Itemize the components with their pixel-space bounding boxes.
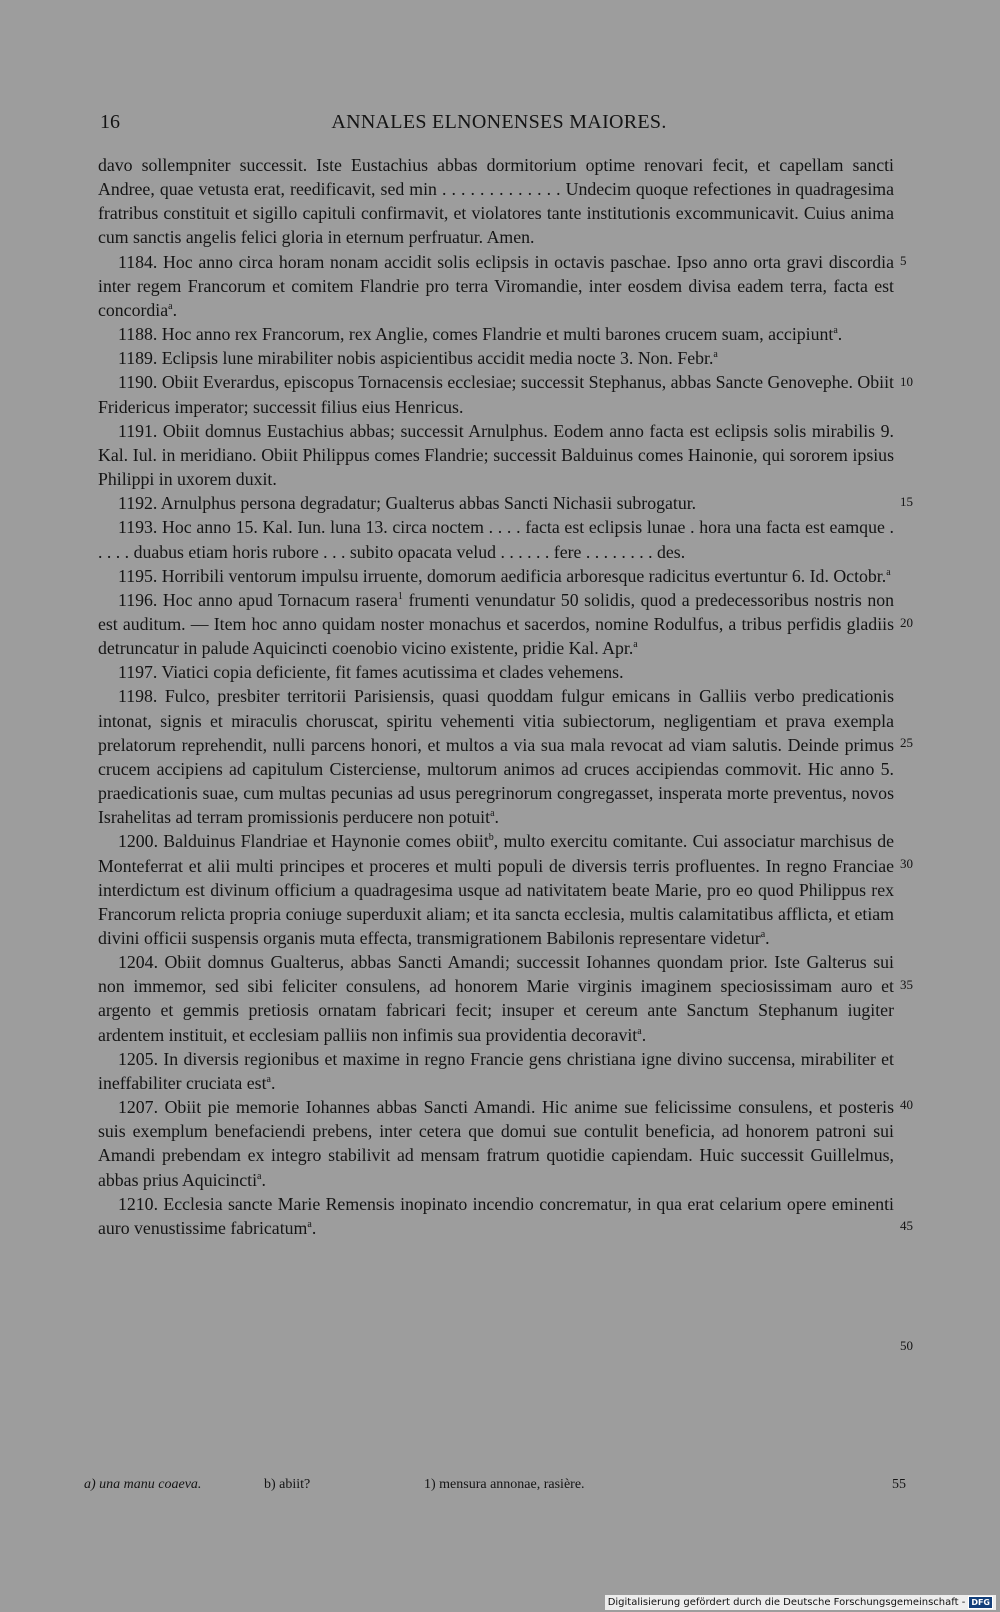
footnote-a: a) una manu coaeva. xyxy=(84,1477,202,1492)
line-number: 10 xyxy=(900,374,913,389)
entry-text: 1188. Hoc anno rex Francorum, rex Anglie, comes Flandrie et multi barones crucem suam, accipiunt xyxy=(118,324,834,345)
annal-entry xyxy=(98,370,894,418)
annal-entry xyxy=(98,684,894,829)
entry-text: 1184. Hoc anno circa horam nonam accidit solis eclipsis in octavis paschae. Ipso anno orta gravi discordia inter regem Francorum et comitem Flandrie pro terra Viromandie, inter eosdem divisa eadem terra, facta est concordia xyxy=(98,251,894,320)
line-number: 5 xyxy=(900,253,907,268)
footnote-marker: a xyxy=(307,1218,312,1230)
line-number: 25 xyxy=(900,735,913,750)
main-text xyxy=(98,153,894,1240)
entry-text: davo sollempniter successit. Iste Eustachius abbas dormitorium optime renovari fecit, et capellam sancti Andree, quae vetusta erat, reedificavit, sed min . . . . . . . . . . . . . Undecim quoque refectiones in quadragesima fratribus constituit et sigillo capituli confirmavit, et violatores tante institutionis excommunicavit. Cuius anima cum sanctis angelis felici gloria in eternum perfruatur. Amen. xyxy=(98,155,894,248)
entry-text: . xyxy=(172,299,178,320)
footnote-marker: b xyxy=(488,832,494,844)
entry-text: . xyxy=(494,807,499,828)
annal-entry xyxy=(98,322,894,346)
dfg-logo-icon: DFG xyxy=(968,1596,993,1609)
footnote-marker: 1 xyxy=(397,590,403,602)
footnote-marker: a xyxy=(490,808,495,820)
annal-entry xyxy=(98,491,894,515)
line-number: 45 xyxy=(900,1218,913,1233)
footnote-marker: a xyxy=(713,349,718,361)
entry-text: 1196. Hoc anno apud Tornacum rasera xyxy=(118,589,398,610)
entry-text: , multo exercitu comitante. Cui associatur marchisus de Monteferrat et alii multi principes et proceres et multi populi de diversis terris profluentes. In regno Franciae interdictum est divinum officium a quadragesima usque ad nativitatem beate Marie, pro eo quod Philippus rex Francorum relicta propria coniuge superduxit aliam; et ita sancta ecclesia, multis calamitatibus afflicta, et etiam divini officii suspensis organis muta effecta, transmigrationem Babilonis representare videtur xyxy=(98,831,894,948)
line-number: 20 xyxy=(900,615,913,630)
entry-text: 1197. Viatici copia deficiente, fit fames acutissima et clades vehemens. xyxy=(118,662,624,683)
entry-text: . xyxy=(311,1217,317,1238)
credit-text: Digitalisierung gefördert durch die Deutsche Forschungsgemeinschaft - xyxy=(607,1597,966,1608)
page-header xyxy=(100,111,898,139)
entry-text: 1193. Hoc anno 15. Kal. Iun. luna 13. circa noctem . . . . facta est eclipsis lunae . hora una facta est eamque . . . . . duabus etiam horis rubore . . . subito opacata velud . . . . . . fere . . . . . . . . des. xyxy=(98,517,894,562)
footnote-marker: a xyxy=(257,1170,262,1182)
footnotes xyxy=(84,1477,916,1497)
footnote-1: 1) mensura annonae, rasière. xyxy=(424,1477,585,1492)
line-number: 35 xyxy=(900,977,913,992)
annal-entry xyxy=(98,1095,894,1192)
funding-credit xyxy=(605,1595,996,1610)
entry-text: 1200. Balduinus Flandriae et Haynonie comes obiit xyxy=(118,831,489,852)
entry-text: 1191. Obiit domnus Eustachius abbas; successit Arnulphus. Eodem anno facta est eclipsis solis mirabilis 9. Kal. Iul. in meridiano. Obiit Philippus comes Flandrie; successit Balduinus comes Hainonie, qui sororem ipsius Philippi in uxorem duxit. xyxy=(98,420,894,490)
entry-text: 1192. Arnulphus persona degradatur; Gualterus abbas Sancti Nichasii subrogatur. xyxy=(118,493,697,514)
annal-entry xyxy=(98,515,894,563)
line-number: 15 xyxy=(900,494,913,509)
entry-text: 1207. Obiit pie memorie Iohannes abbas Sancti Amandi. Hic anime sue felicissime consulens, et posteris suis exemplum benefaciendi prebens, inter cetera que domui sue contulit beneficia, ad honorem patroni sui Amandi prebendam ex integro stabilivit ad mensam fratrum quotidie capiendam. Huic successit Guillelmus, abbas prius Aquicincti xyxy=(98,1097,894,1190)
entry-text: 1204. Obiit domnus Gualterus, abbas Sancti Amandi; successit Iohannes quondam prior. Iste Galterus sui non immemor, sed sibi feliciter consulens, ad honorem Marie virginis imaginem speciosissimam auro et argento et gemmis pretiosis ornatam fabricari fecit; insuper et cereum ante Sanctum Stephanum iugiter ardentem instituit, et ecclesiam palliis non infimis sua providentia decoravit xyxy=(98,952,894,1045)
entry-text: . xyxy=(765,928,770,948)
entry-text: . xyxy=(270,1072,276,1093)
page-number: 16 xyxy=(100,111,120,133)
annal-entry xyxy=(98,564,894,588)
line-number: 50 xyxy=(900,1338,913,1353)
footnote-marker: a xyxy=(886,566,891,578)
annal-entry xyxy=(98,1192,894,1240)
annal-entry xyxy=(98,250,894,322)
entry-text: frumenti venundatur 50 solidis, quod a predecessoribus nostris non est auditum. — Item hoc anno quidam noster monachus et sacerdos, nomine Rodulfus, a tribus perfidis gladiis detruncatur in palude Aquicincti coenobio vicino existente, pridie Kal. Apr. xyxy=(98,589,894,659)
footnote-marker: a xyxy=(633,639,638,651)
annal-entry xyxy=(98,950,894,1047)
footnote-page-ref: 55 xyxy=(892,1477,906,1492)
entry-text: 1198. Fulco, presbiter territorii Parisiensis, quasi quoddam fulgur emicans in Galliis verbo predicationis intonat, signis et miraculis choruscat, spiritu vehementi vitia subiectorum, negligentiam et prava exempla prelatorum reprehendit, nulli parcens honori, et multos a via sua mala revocat ad viam salutis. Deinde primus crucem accipiens ad capitulum Cisterciense, multorum animos ad cruces accipiendas commovit. Hic anno 5. praedicationis suae, cum multas pecunias ad usus peregrinorum congregasset, insperata morte preventus, novos Israhelitas ad terram promissionis perducere non potuit xyxy=(98,686,894,828)
annal-entry xyxy=(98,153,894,250)
footnote-b: b) abiit? xyxy=(264,1477,311,1492)
annal-entry xyxy=(98,829,894,950)
footnote-marker: a xyxy=(833,325,838,337)
entry-text: 1189. Eclipsis lune mirabiliter nobis aspicientibus accidit media nocte 3. Non. Febr. xyxy=(118,348,714,369)
footnote-marker: a xyxy=(760,929,766,941)
line-number: 30 xyxy=(900,856,913,871)
entry-text: 1195. Horribili ventorum impulsu irruente, domorum aedificia arboresque radicitus evertuntur 6. Id. Octobr. xyxy=(118,565,887,586)
entry-text: 1190. Obiit Everardus, episcopus Tornacensis ecclesiae; successit Stephanus, abbas Sancte Genovephe. Obiit Fridericus imperator; successit filius eius Henricus. xyxy=(98,372,894,417)
annal-entry xyxy=(98,588,894,660)
annal-entry xyxy=(98,660,894,684)
annal-entry xyxy=(98,419,894,491)
footnote-marker: a xyxy=(168,301,173,313)
footnote-marker: a xyxy=(637,1025,642,1037)
annal-entry xyxy=(98,1047,894,1095)
entry-text: . xyxy=(837,324,843,345)
running-title: ANNALES ELNONENSES MAIORES. xyxy=(331,111,667,133)
entry-text: . xyxy=(641,1024,647,1045)
line-number: 40 xyxy=(900,1097,913,1112)
footnote-marker: a xyxy=(266,1074,271,1086)
entry-text: 1205. In diversis regionibus et maxime in regno Francie gens christiana igne divino succensa, mirabiliter et ineffabiliter cruciata est xyxy=(98,1048,894,1093)
entry-text: 1210. Ecclesia sancte Marie Remensis inopinato incendio concrematur, in qua erat celarium opere eminenti auro venustissime fabricatum xyxy=(98,1193,894,1238)
entry-text: . xyxy=(261,1169,266,1190)
annal-entry xyxy=(98,346,894,370)
